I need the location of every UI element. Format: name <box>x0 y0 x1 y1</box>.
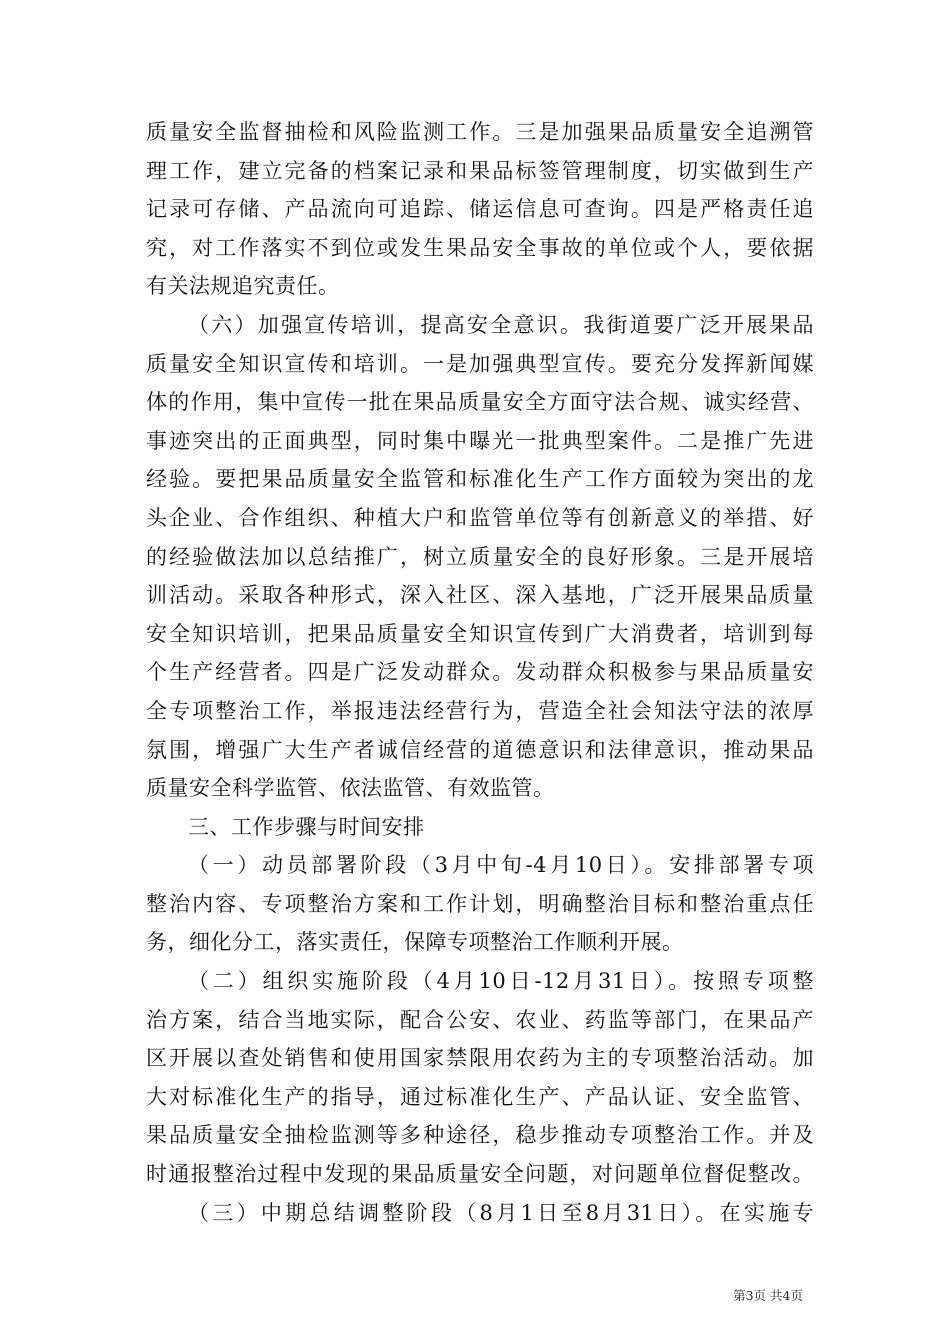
text-line: 安全知识培训，把果品质量安全知识宣传到广大消费者，培训到每 <box>146 621 814 646</box>
text-line: 记录可存储、产品流向可追踪、储运信息可查询。四是严格责任追 <box>146 197 814 222</box>
text-line: 理工作，建立完备的档案记录和果品标签管理制度，切实做到生产 <box>146 158 814 183</box>
text-line: 质量安全科学监管、依法监管、有效监管。 <box>146 776 555 801</box>
text-line: 训活动。采取各种形式，深入社区、深入基地，广泛开展果品质量 <box>146 583 814 608</box>
text-line: 时通报整治过程中发现的果品质量安全问题，对问题单位督促整改。 <box>146 1162 814 1187</box>
text-line: 全专项整治工作，举报违法经营行为，营造全社会知法守法的浓厚 <box>146 698 814 723</box>
text-line: 治方案，结合当地实际，配合公安、农业、药监等部门，在果品产 <box>146 1007 814 1032</box>
text-line: 有关法规追究责任。 <box>146 274 340 299</box>
step-two-heading-line: （二）组织实施阶段（4月10日-12月31日）。按照专项整 <box>188 969 814 994</box>
text-line: 经验。要把果品质量安全监管和标准化生产工作方面较为突出的龙 <box>146 467 814 492</box>
text-line: 头企业、合作组织、种植大户和监管单位等有创新意义的举措、好 <box>146 505 814 530</box>
text-line: 质量安全知识宣传和培训。一是加强典型宣传。要充分发挥新闻媒 <box>146 351 814 376</box>
text-line: 务，细化分工，落实责任，保障专项整治工作顺利开展。 <box>146 930 684 955</box>
text-line: 大对标准化生产的指导，通过标准化生产、产品认证、安全监管、 <box>146 1084 814 1109</box>
text-line: 事迹突出的正面典型，同时集中曝光一批典型案件。二是推广先进 <box>146 428 814 453</box>
text-line: 果品质量安全抽检监测等多种途径，稳步推动专项整治工作。并及 <box>146 1123 814 1148</box>
text-line: 个生产经营者。四是广泛发动群众。发动群众积极参与果品质量安 <box>146 660 814 685</box>
step-one-heading-line: （一）动员部署阶段（3月中旬-4月10日）。安排部署专项 <box>188 853 814 878</box>
page-number-footer: 第3页 共4页 <box>733 1288 803 1303</box>
step-three-heading-line: （三）中期总结调整阶段（8月1日至8月31日）。在实施专 <box>188 1200 814 1225</box>
text-line: 整治内容、专项整治方案和工作计划，明确整治目标和整治重点任 <box>146 891 814 916</box>
text-line: 区开展以查处销售和使用国家禁限用农药为主的专项整治活动。加 <box>146 1046 814 1071</box>
section-three-heading: 三、工作步骤与时间安排 <box>188 814 425 839</box>
text-line: 的经验做法加以总结推广，树立质量安全的良好形象。三是开展培 <box>146 544 814 569</box>
text-line: 氛围，增强广大生产者诚信经营的道德意识和法律意识，推动果品 <box>146 737 814 762</box>
paragraph-six-heading-line: （六）加强宣传培训，提高安全意识。我街道要广泛开展果品 <box>188 312 814 337</box>
text-line: 质量安全监督抽检和风险监测工作。三是加强果品质量安全追溯管 <box>146 120 814 144</box>
text-line: 究，对工作落实不到位或发生果品安全事故的单位或个人，要依据 <box>146 235 814 260</box>
document-body <box>146 113 814 1232</box>
text-line: 体的作用，集中宣传一批在果品质量安全方面守法合规、诚实经营、 <box>146 390 814 415</box>
